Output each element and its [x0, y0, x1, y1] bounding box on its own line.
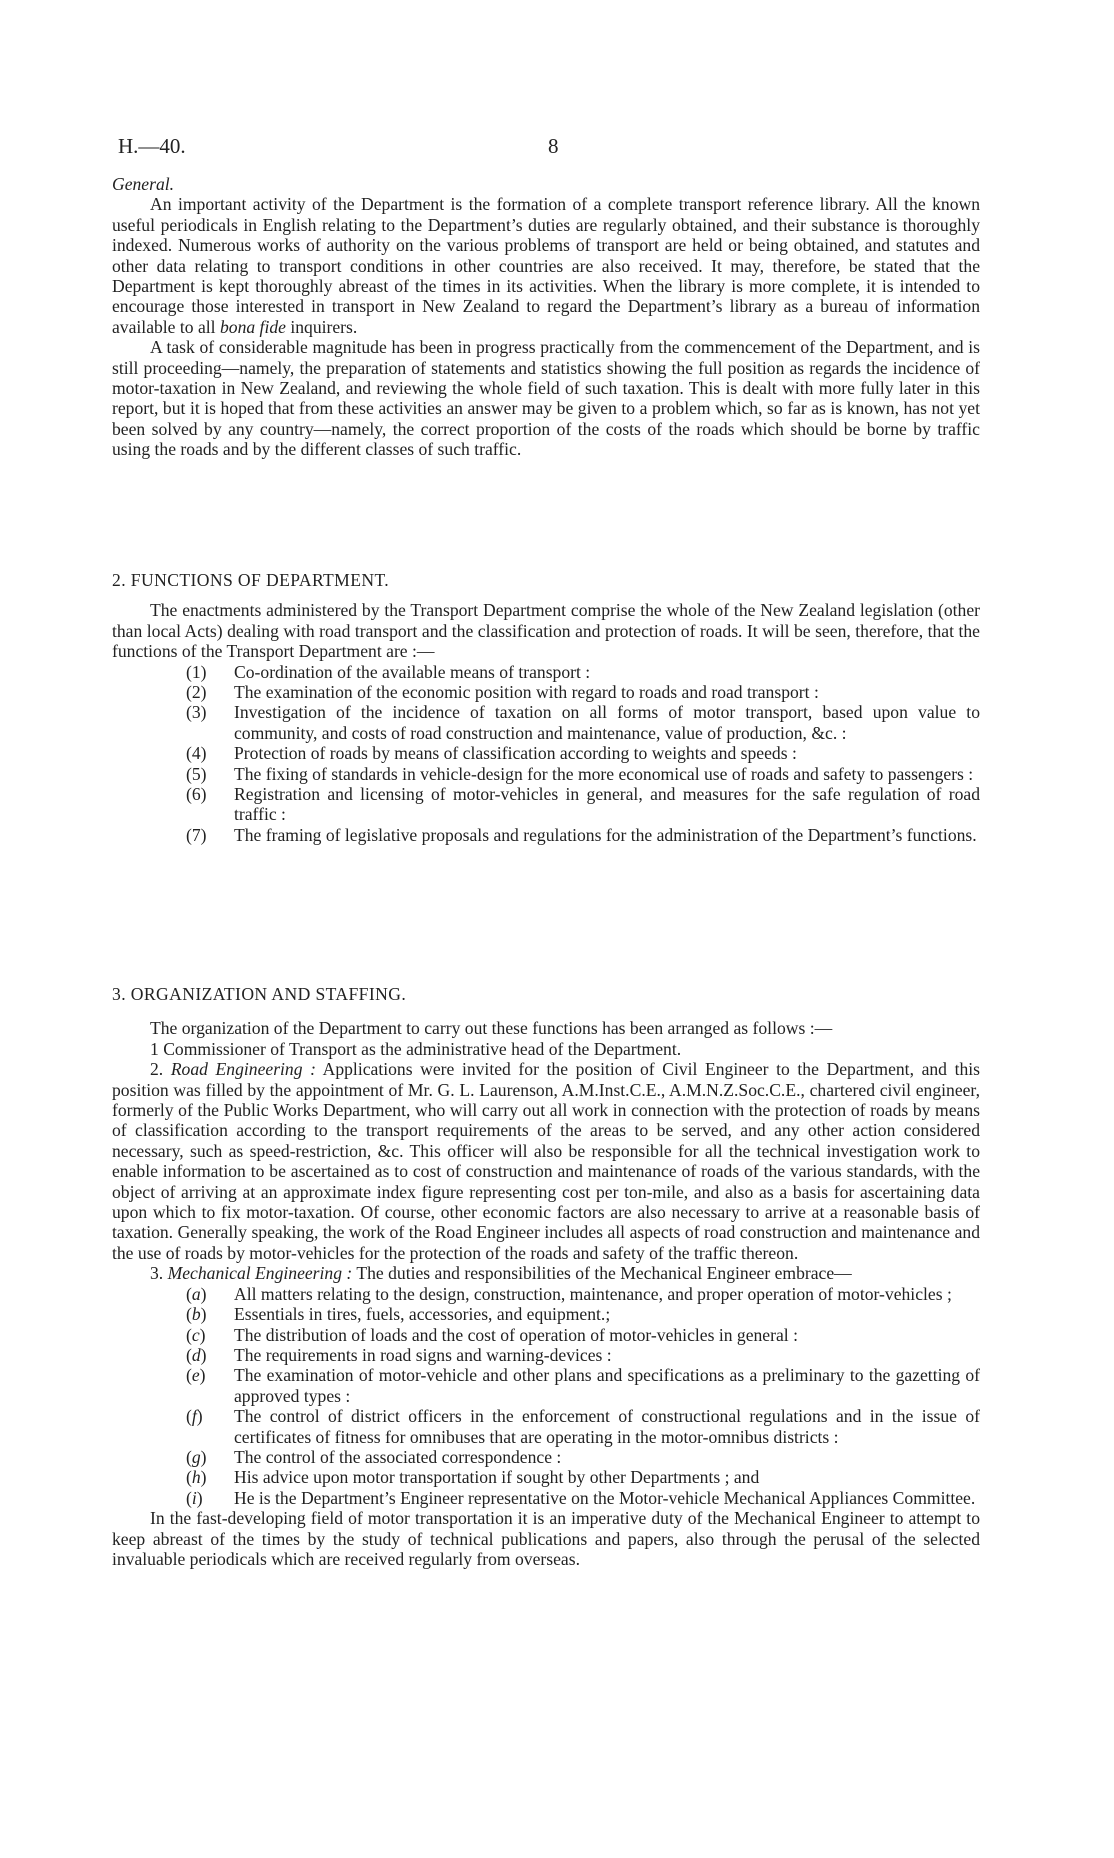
bona-fide-emphasis: bona fide	[219, 316, 286, 337]
list-item	[186, 1345, 980, 1365]
item-text: All matters relating to the design, construction, maintenance, and proper operation of motor-vehicles ;	[234, 1283, 952, 1304]
functions-list	[112, 662, 980, 846]
list-item	[186, 1406, 980, 1447]
item-text: The fixing of standards in vehicle-design for the more economical use of roads and safety to passengers :	[234, 763, 974, 784]
list-item	[186, 764, 980, 784]
list-item	[186, 1284, 980, 1304]
list-item	[186, 743, 980, 763]
item-marker: (f)	[186, 1406, 203, 1427]
list-item	[186, 1365, 980, 1406]
item-text: The examination of motor-vehicle and other plans and specifications as a preliminary to the gazetting of approved types :	[234, 1365, 980, 1406]
item-letter: h	[191, 1467, 201, 1488]
general-paragraph-1-text: An important activity of the Department is the formation of a complete transport reference library. All the known useful periodicals in English relating to the Department’s duties are regularly obtained, and their substance is thoroughly indexed. Numerous works of authority on the various problems of transport are held or being obtained, and statutes and other data relating to transport conditions in other countries are also received. It may, therefore, be stated that the Department is kept thoroughly abreast of the times in its activities. When the library is more complete, it is intended to encourage those interested in transport in New Zealand to regard the Department’s library as a bureau of information available to all	[112, 194, 980, 337]
list-item	[186, 662, 980, 682]
list-item	[186, 1488, 980, 1508]
item-marker: (5)	[186, 763, 207, 784]
road-engineering-label: Road Engineering :	[170, 1059, 316, 1080]
item-letter: a	[191, 1283, 201, 1304]
item-letter: i	[191, 1487, 197, 1508]
item-text: Investigation of the incidence of taxation on all forms of motor transport, based upon value to community, and costs of road construction and maintenance, value of production, &c. :	[234, 702, 980, 743]
item-text: The distribution of loads and the cost of operation of motor-vehicles in general :	[234, 1324, 798, 1345]
item-number: 2.	[150, 1059, 171, 1080]
item-letter: e	[191, 1365, 200, 1386]
list-item	[186, 1304, 980, 1324]
list-item	[186, 1467, 980, 1487]
organization-item-1: 1 Commissioner of Transport as the administrative head of the Department.	[150, 1038, 682, 1059]
item-text: He is the Department’s Engineer representative on the Motor-vehicle Mechanical Appliances Committee.	[234, 1487, 976, 1508]
item-marker: (a)	[186, 1283, 207, 1304]
organization-intro: The organization of the Department to carry out these functions has been arranged as follows :—	[150, 1018, 833, 1039]
functions-heading: 2. FUNCTIONS OF DEPARTMENT.	[112, 570, 390, 590]
item-text: The control of district officers in the enforcement of constructional regulations and in the issue of certificates of fitness for omnibuses that are operating in the motor-omnibus districts :	[234, 1406, 980, 1447]
item-text: Protection of roads by means of classification according to weights and speeds :	[234, 743, 797, 764]
item-text: His advice upon motor transportation if sought by other Departments ; and	[234, 1467, 760, 1488]
item-marker: (3)	[186, 702, 207, 723]
item-text: The duties and responsibilities of the Mechanical Engineer embrace—	[352, 1263, 852, 1284]
item-text: Essentials in tires, fuels, accessories, and equipment.;	[234, 1304, 611, 1325]
organization-section	[112, 984, 980, 1569]
list-item	[186, 702, 980, 743]
general-section	[112, 174, 980, 460]
list-item	[186, 784, 980, 825]
item-marker: (e)	[186, 1365, 206, 1386]
item-text: The framing of legislative proposals and regulations for the administration of the Department’s functions.	[234, 824, 977, 845]
item-marker: (i)	[186, 1487, 203, 1508]
functions-section	[112, 570, 980, 845]
item-text: The control of the associated correspondence :	[234, 1446, 562, 1467]
item-text: Applications were invited for the position of Civil Engineer to the Department, and this position was filled by the appointment of Mr. G. L. Laurenson, A.M.Inst.C.E., A.M.N.Z.Soc.C.E., chartered civil engineer, formerly of the Public Works Department, who will carry out all work in connection with the protection of roads by means of classification according to the transport requirements of the areas to be served, and any other action considered necessary, such as speed-restriction, &c. This officer will also be responsible for all the technical investigation work to enable information to be ascertained as to cost of construction and maintenance of roads of the various standards, with the object of arriving at an approximate index figure representing cost per ton-mile, and also as a basis for ascertaining data upon which to fix motor-taxation. Of course, other economic factors are also necessary to arrive at a reasonable basis of taxation. Generally speaking, the work of the Road Engineer includes all aspects of road construction and maintenance and the use of roads by motor-vehicles for the protection of the roads and safety of the traffic thereon.	[112, 1059, 981, 1263]
list-item	[186, 1447, 980, 1467]
item-text: The requirements in road signs and warning-devices :	[234, 1344, 612, 1365]
item-text: Registration and licensing of motor-vehicles in general, and measures for the safe regulation of road traffic :	[234, 784, 980, 825]
organization-heading: 3. ORGANIZATION AND STAFFING.	[112, 984, 407, 1004]
general-paragraph-2: A task of considerable magnitude has been in progress practically from the commencement of the Department, and is still proceeding—namely, the preparation of statements and statistics showing the full position as regards the incidence of motor-taxation in New Zealand, and reviewing the whole field of such taxation. This is dealt with more fully later in this report, but it is hoped that from these activities an answer may be given to a problem which, so far as is known, has not yet been solved by any country—namely, the correct proportion of the costs of the roads which should be borne by traffic using the roads and by the different classes of such traffic.	[112, 337, 980, 460]
list-item	[186, 825, 980, 845]
item-letter: g	[191, 1446, 201, 1467]
list-item	[186, 682, 980, 702]
item-marker: (6)	[186, 784, 207, 805]
mechanical-engineering-label: Mechanical Engineering :	[167, 1263, 353, 1284]
item-letter: f	[191, 1406, 197, 1427]
list-item	[186, 1325, 980, 1345]
item-marker: (2)	[186, 682, 207, 703]
item-marker: (4)	[186, 743, 207, 764]
item-letter: d	[191, 1344, 201, 1365]
item-letter: b	[191, 1304, 201, 1325]
item-number: 3.	[150, 1263, 168, 1284]
item-text: Co-ordination of the available means of transport :	[234, 661, 591, 682]
item-marker: (g)	[186, 1446, 207, 1467]
item-marker: (b)	[186, 1304, 207, 1325]
general-paragraph-1-end: inquirers.	[285, 316, 358, 337]
general-paragraph-1	[112, 194, 980, 337]
item-marker: (d)	[186, 1344, 207, 1365]
page-number: 8	[548, 134, 559, 158]
organization-item-3	[112, 1263, 980, 1283]
item-marker: (h)	[186, 1467, 207, 1488]
functions-intro: The enactments administered by the Transport Department comprise the whole of the New Zealand legislation (other than local Acts) dealing with road transport and the classification and protection of roads. It will be seen, therefore, that the functions of the Transport Department are :—	[112, 600, 980, 662]
organization-item-2	[112, 1059, 980, 1263]
item-text: The examination of the economic position with regard to roads and road transport :	[234, 682, 819, 703]
item-letter: c	[191, 1324, 200, 1345]
item-marker: (7)	[186, 824, 207, 845]
mechanical-duties-list	[112, 1284, 980, 1508]
general-title: General.	[112, 174, 175, 194]
item-marker: (c)	[186, 1324, 206, 1345]
item-marker: (1)	[186, 661, 207, 682]
organization-closing: In the fast-developing field of motor transportation it is an imperative duty of the Mechanical Engineer to attempt to keep abreast of the times by the study of technical publications and papers, also through the perusal of the selected invaluable periodicals which are received regularly from overseas.	[112, 1508, 980, 1569]
document-reference: H.—40.	[118, 134, 186, 158]
